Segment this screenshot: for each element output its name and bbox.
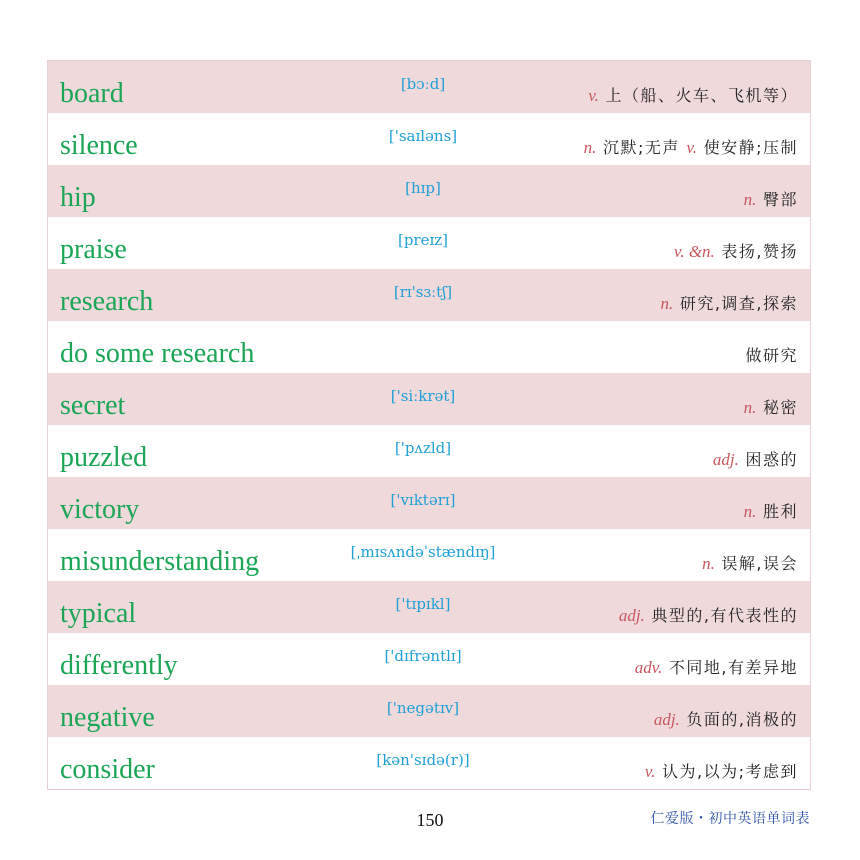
phonetic: ['pʌzld] — [394, 439, 452, 457]
part-of-speech: n. — [743, 398, 757, 417]
meaning-text: 典型的,有代表性的 — [651, 606, 798, 625]
meaning-text: 做研究 — [745, 346, 798, 365]
definition — [588, 61, 798, 113]
meaning-text: 困惑的 — [745, 450, 798, 469]
definition — [745, 321, 798, 373]
part-of-speech: v. — [644, 762, 656, 781]
part-of-speech: n. — [702, 554, 715, 573]
vocab-row — [48, 217, 810, 269]
vocab-row — [48, 373, 810, 425]
definition — [635, 633, 798, 685]
word: negative — [60, 702, 155, 733]
part-of-speech: adj. — [653, 710, 680, 729]
part-of-speech: v. — [686, 138, 697, 157]
part-of-speech: adj. — [618, 606, 645, 625]
phonetic: ['negətɪv] — [386, 699, 460, 717]
vocab-row — [48, 113, 810, 165]
phonetic: ['vɪktərɪ] — [390, 491, 456, 509]
word: secret — [60, 390, 126, 421]
meaning-text: 臀部 — [762, 190, 798, 209]
definition — [654, 685, 798, 737]
word: do some research — [60, 338, 255, 369]
word: hip — [60, 182, 96, 213]
meaning-text: 研究,调查,探索 — [679, 294, 798, 313]
definition — [713, 425, 798, 477]
part-of-speech: v. — [588, 86, 599, 105]
definition — [674, 217, 798, 269]
definition — [660, 269, 798, 321]
word: typical — [60, 598, 137, 629]
phonetic: [rɪ'sɜːtʃ] — [393, 283, 453, 301]
word: research — [60, 286, 154, 317]
meaning-text: 使安静;压制 — [703, 138, 798, 157]
vocab-row — [48, 321, 810, 373]
word: praise — [60, 234, 127, 265]
footer-book-title: 仁爱版・初中英语单词表 — [650, 811, 810, 827]
part-of-speech: v. &n. — [674, 242, 715, 261]
part-of-speech: adj. — [712, 450, 739, 469]
vocab-row — [48, 477, 810, 529]
vocab-row — [48, 529, 810, 581]
definition — [702, 529, 798, 581]
phonetic: ['dɪfrəntlɪ] — [384, 647, 462, 665]
definition — [744, 165, 798, 217]
phonetic: [kən'sɪdə(r)] — [376, 751, 470, 769]
meaning-text: 负面的,消极的 — [686, 710, 798, 729]
definition — [584, 113, 798, 165]
phonetic: ['saɪləns] — [388, 127, 458, 145]
vocab-row — [48, 61, 810, 113]
phonetic: [preɪz] — [397, 231, 449, 249]
part-of-speech: n. — [660, 294, 674, 313]
phonetic: [ˌmɪsʌndəˈstændɪŋ] — [350, 543, 496, 561]
vocab-row — [48, 165, 810, 217]
vocab-table — [47, 60, 811, 790]
meaning-text: 上（船、火车、飞机等） — [605, 86, 798, 105]
phonetic: ['siːkrət] — [390, 387, 456, 405]
phonetic: [hɪp] — [405, 179, 441, 197]
word: board — [60, 78, 124, 109]
part-of-speech: n. — [743, 190, 757, 209]
word: victory — [60, 494, 140, 525]
definition — [645, 737, 798, 789]
meaning-text: 沉默;无声 — [602, 138, 680, 157]
word: silence — [60, 130, 138, 161]
meaning-text: 胜利 — [762, 502, 798, 521]
definition — [619, 581, 798, 633]
word: differently — [60, 650, 178, 681]
vocab-row — [48, 737, 810, 789]
vocab-row — [48, 685, 810, 737]
vocab-row — [48, 425, 810, 477]
part-of-speech: n. — [583, 138, 597, 157]
part-of-speech: n. — [743, 502, 757, 521]
vocab-row — [48, 581, 810, 633]
word: consider — [60, 754, 155, 785]
page-number: 150 — [416, 810, 444, 830]
word: puzzled — [60, 442, 148, 473]
part-of-speech: adv. — [634, 658, 663, 677]
meaning-text: 秘密 — [762, 398, 798, 417]
word: misunderstanding — [60, 546, 260, 577]
meaning-text: 表扬,赞扬 — [721, 242, 798, 261]
definition — [744, 477, 798, 529]
phonetic: [bɔːd] — [400, 75, 446, 93]
definition — [744, 373, 798, 425]
phonetic: ['tɪpɪkl] — [395, 595, 451, 613]
vocab-row — [48, 633, 810, 685]
meaning-text: 不同地,有差异地 — [668, 658, 798, 677]
meaning-text: 误解,误会 — [721, 554, 798, 573]
meaning-text: 认为,以为;考虑到 — [662, 762, 798, 781]
vocab-row — [48, 269, 810, 321]
